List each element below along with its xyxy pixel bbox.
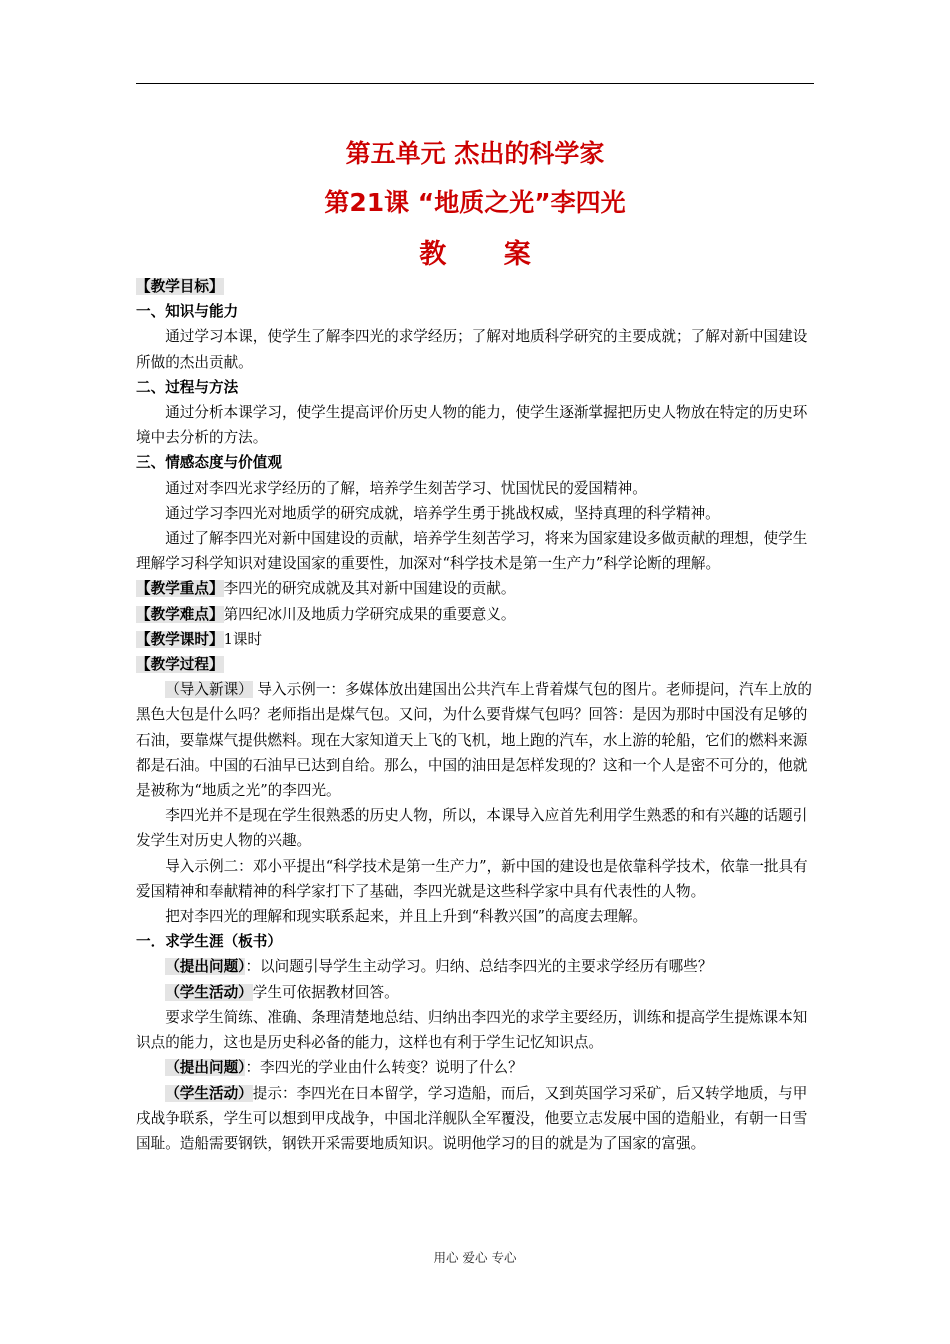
question-paragraph [136,954,814,979]
activity-paragraph [136,1081,814,1157]
paragraph: 把对李四光的理解和现实联系起来，并且上升到“科教兴国”的高度去理解。 [165,908,648,926]
question-text: ：李四光的学业由什么转变？说明了什么？ [245,1059,523,1077]
activity-paragraph [136,980,814,1005]
paragraph: 要求学生简练、准确、条理清楚地总结、归纳出李四光的求学主要经历，训练和提高学生提炼课本知识点的能力，这也是历史科必备的能力，这样也有利于学生记忆知识点。 [136,1008,808,1052]
section-heading-process: 二、过程与方法 [136,378,239,396]
hours-line [136,627,814,652]
lesson-plan-body [136,274,814,1156]
lesson-title: 第21课 “地质之光”李四光 [324,188,626,217]
page-footer: 用心 爱心 专心 [433,1250,517,1265]
goals-label: 【教学目标】 [136,278,224,295]
process-label: 【教学过程】 [136,656,224,674]
intro-text: 导入示例一：多媒体放出建国出公共汽车上背着煤气包的图片。老师提问，汽车上放的黑色大包是什么吗？老师指出是煤气包。又问，为什么要背煤气包吗？回答：是因为那时中国没有足够的石油，要靠煤气提供燃料。现在大家知道天上飞的飞机，地上跑的汽车，水上游的轮船，它们的燃料来源都是石油。中国的石油早已达到自给。那么，中国的油田是怎样发现的？这和一个人是密不可分的，他就是被称为“地质之光”的李四光。 [136,681,812,800]
hours-label: 【教学课时】 [136,630,224,648]
question-label: （提出问题） [165,1059,246,1077]
hours-text: 1课时 [223,630,263,648]
question-text: ：以问题引导学生主动学习。归纳、总结李四光的主要求学经历有哪些？ [245,958,713,976]
header-rule [136,83,814,84]
section-heading-knowledge: 一、知识与能力 [136,303,239,321]
activity-text: 学生可依据教材回答。 [252,983,399,1001]
activity-label: （学生活动） [165,1084,253,1102]
intro-label: （导入新课） [165,681,253,699]
difficulty-line [136,602,814,627]
unit-title: 第五单元 杰出的科学家 [345,139,605,168]
paragraph: 通过对李四光求学经历的了解，培养学生刻苦学习、忧国忧民的爱国精神。 [165,479,647,497]
focus-line [136,576,814,601]
activity-label: （学生活动） [165,983,253,1001]
document-type-title: 教 案 [419,239,555,270]
part-heading-study: 一．求学生涯（板书） [136,933,282,951]
paragraph: 导入示例二：邓小平提出“科学技术是第一生产力”，新中国的建设也是依靠科学技术，依靠一批具有爱国精神和奉献精神的科学家打下了基础，李四光就是这些科学家中具有代表性的人物。 [136,857,808,900]
question-paragraph [136,1055,814,1080]
question-label: （提出问题） [165,958,246,976]
paragraph: 通过学习李四光对地质学的研究成就，培养学生勇于挑战权威，坚持真理的科学精神。 [165,504,720,522]
paragraph: 通过学习本课，使学生了解李四光的求学经历；了解对地质科学研究的主要成就；了解对新中国建设所做的杰出贡献。 [136,328,808,371]
paragraph: 通过了解李四光对新中国建设的贡献，培养学生刻苦学习，将来为国家建设多做贡献的理想，使学生理解学习科学知识对建设国家的重要性，加深对“科学技术是第一生产力”科学论断的理解。 [136,530,808,573]
focus-label: 【教学重点】 [136,580,224,598]
paragraph: 李四光并不是现在学生很熟悉的历史人物，所以，本课导入应首先利用学生熟悉的和有兴趣的话题引发学生对历史人物的兴趣。 [136,807,808,850]
difficulty-label: 【教学难点】 [136,605,224,623]
section-heading-values: 三、情感态度与价值观 [136,454,282,472]
intro-paragraph [136,677,814,803]
paragraph: 通过分析本课学习，使学生提高评价历史人物的能力，使学生逐渐掌握把历史人物放在特定的历史环境中去分析的方法。 [136,404,808,447]
difficulty-text: 第四纪冰川及地质力学研究成果的重要意义。 [223,605,516,623]
activity-text: 提示：李四光在日本留学，学习造船，而后，又到英国学习采矿，后又转学地质，与甲戌战争联系，学生可以想到甲戌战争，中国北洋舰队全军覆没，他要立志发展中国的造船业，有朝一日雪国耻。造船需要钢铁，钢铁开采需要地质知识。说明他学习的目的就是为了国家的富强。 [136,1084,808,1152]
focus-text: 李四光的研究成就及其对新中国建设的贡献。 [223,580,516,598]
